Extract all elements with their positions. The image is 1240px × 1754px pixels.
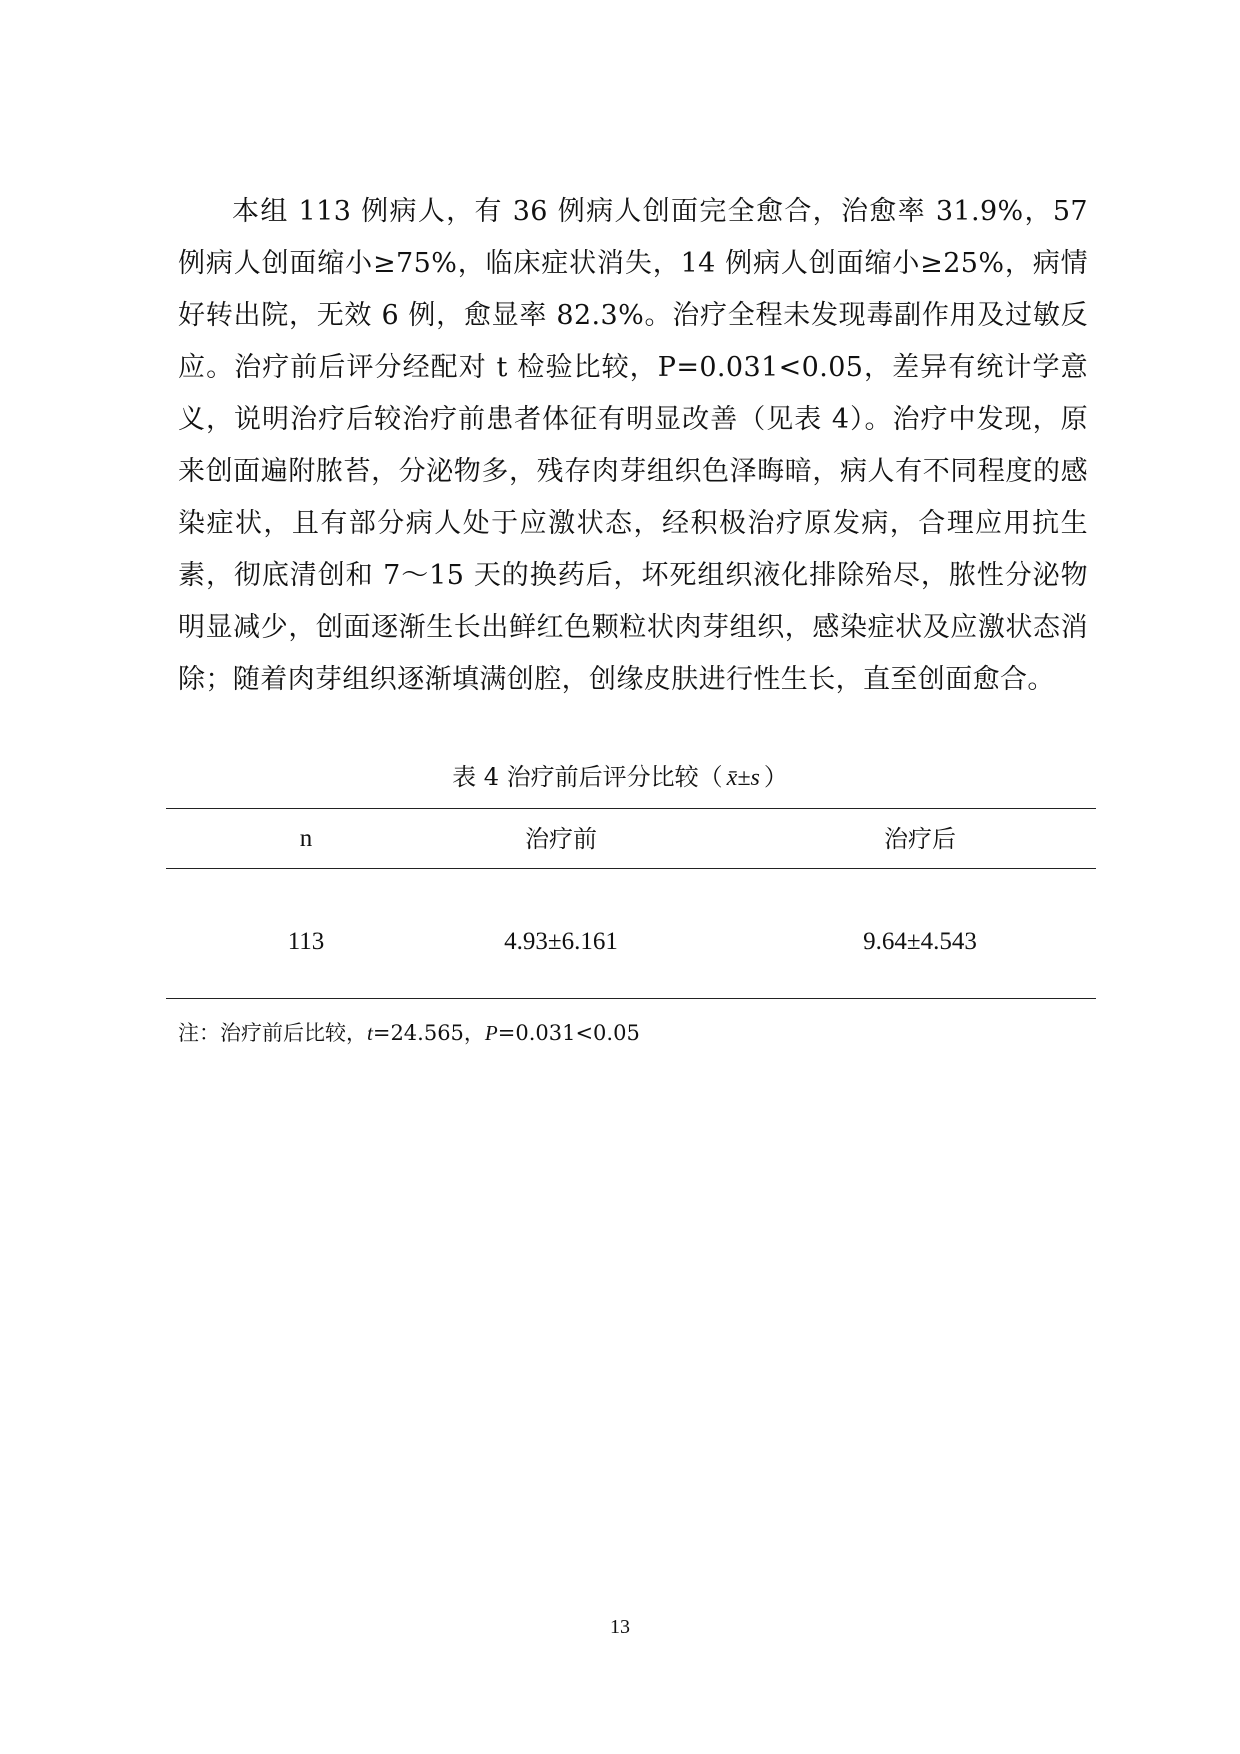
header-after: 治疗后	[884, 825, 956, 853]
note-p-label: P	[484, 1021, 498, 1045]
note-t-value: =24.565，	[372, 1021, 485, 1045]
cell-before: 4.93±6.161	[504, 928, 618, 955]
note-p-value: =0.031<0.05	[497, 1021, 640, 1045]
header-n: n	[299, 825, 313, 852]
page-number: 13	[610, 1616, 630, 1638]
header-before: 治疗前	[525, 825, 597, 853]
table-caption	[0, 760, 1240, 795]
table-bottom-rule	[166, 998, 1096, 999]
table-top-rule	[166, 808, 1096, 809]
table-header-rule	[166, 868, 1096, 869]
mean-sd-symbol: x̄±s	[726, 765, 760, 791]
cell-n: 113	[287, 928, 325, 955]
body-paragraph: 本组 113 例病人，有 36 例病人创面完全愈合，治愈率 31.9%，57 例病人创面缩小≥75%，临床症状消失，14 例病人创面缩小≥25%，病情好转出院，无效 6 例，愈显率 82.3%。治疗全程未发现毒副作用及过敏反应。治疗前后评分经配对 t 检验比较，P=0.031<0.05，差异有统计学意义，说明治疗后较治疗前患者体征有明显改善（见表 4）。治疗中发现，原来创面遍附脓苔，分泌物多，残存肉芽组织色泽晦暗，病人有不同程度的感染症状，且有部分病人处于应激状态，经积极治疗原发病，合理应用抗生素，彻底清创和 7～15 天的换药后，坏死组织液化排除殆尽，脓性分泌物明显减少，创面逐渐生长出鲜红色颗粒状肉芽组织，感染症状及应激状态消除；随着肉芽组织逐渐填满创腔，创缘皮肤进行性生长，直至创面愈合。	[178, 196, 1088, 695]
note-t-label: t	[367, 1021, 373, 1045]
cell-after: 9.64±4.543	[863, 928, 977, 955]
table-note	[178, 1018, 640, 1048]
note-prefix: 注：治疗前后比较，	[178, 1021, 367, 1045]
table-caption-close: ）	[763, 763, 788, 791]
table-caption-text: 表 4 治疗前后评分比较（	[452, 763, 723, 791]
